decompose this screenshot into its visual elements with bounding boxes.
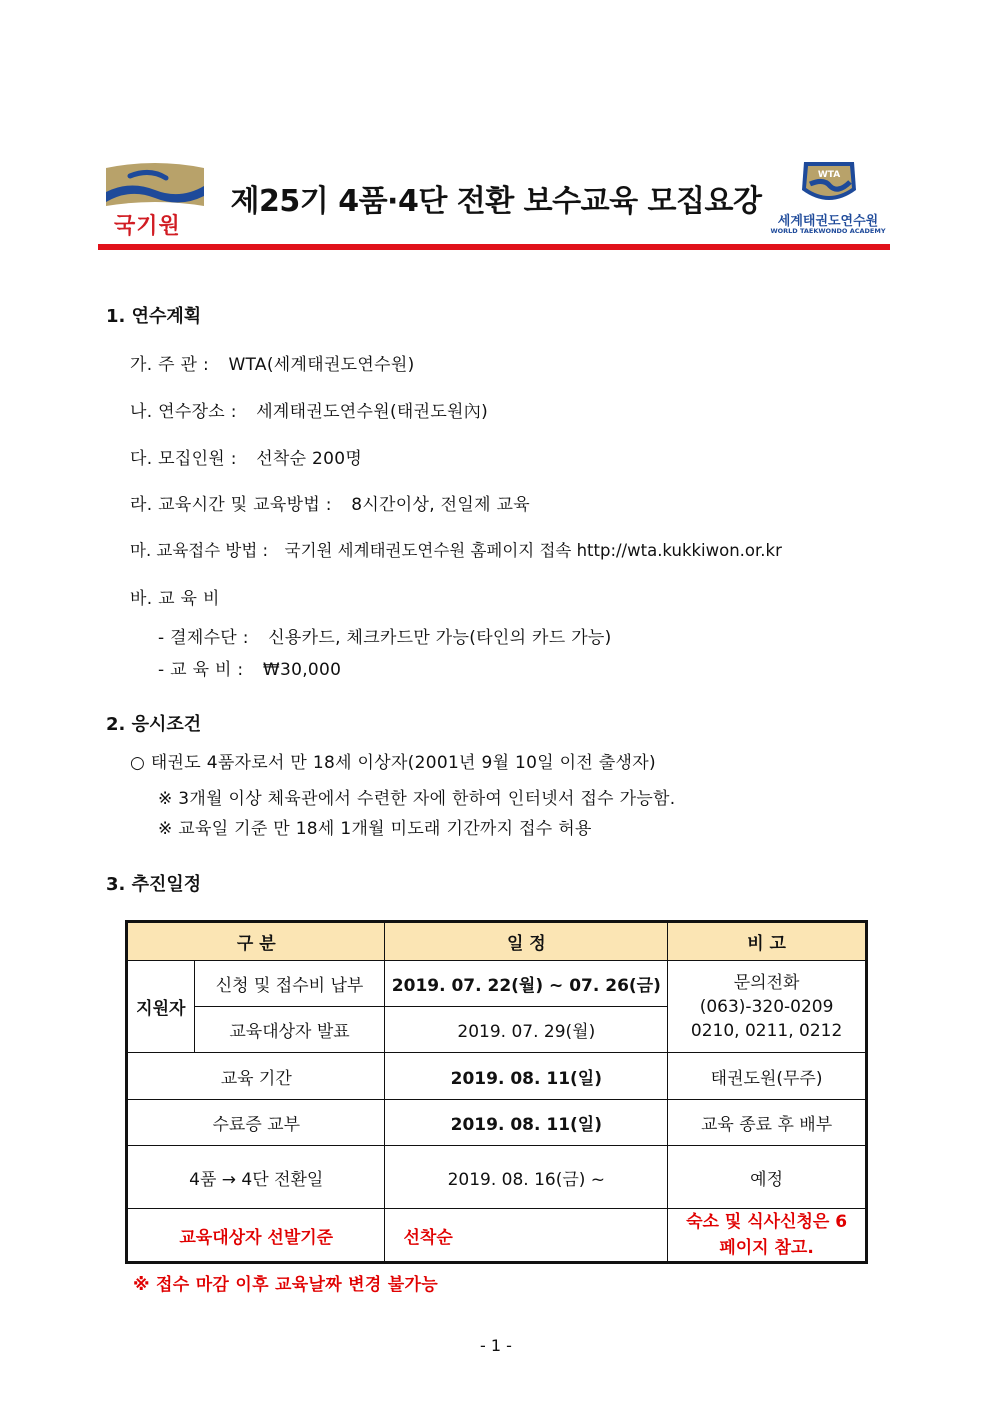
table-row — [127, 961, 867, 1007]
plan-item-label: 나. 연수장소 : — [130, 402, 237, 422]
sub-item-value: 신용카드, 체크카드만 가능(타인의 카드 가능) — [268, 628, 612, 648]
wta-shield-icon — [764, 160, 894, 210]
sub-item-label: - 결제수단 : — [158, 628, 249, 648]
plan-item-registration — [130, 537, 782, 561]
sub-item-value: ₩30,000 — [262, 660, 342, 680]
contact-phone: (063)-320-0209 — [699, 996, 834, 1017]
row-note: 예정 — [668, 1146, 867, 1209]
plan-item-label: 다. 모집인원 : — [130, 449, 237, 469]
contact-ext: 0210, 0211, 0212 — [690, 1020, 843, 1041]
section3-heading: 3. 추진일정 — [106, 874, 202, 895]
row-date: 2019. 08. 11(일) — [385, 1053, 668, 1100]
plan-item-value: 국기원 세계태권도연수원 홈페이지 접속 http://wta.kukkiwon.or.kr — [284, 541, 782, 560]
table-row — [127, 1100, 867, 1146]
row-date: 2019. 08. 16(금) ~ — [385, 1146, 668, 1209]
row-label: 수료증 교부 — [127, 1100, 385, 1146]
contact-title: 문의전화 — [733, 972, 800, 993]
header-category: 구 분 — [127, 922, 385, 961]
schedule-warning: ※ 접수 마감 이후 교육날짜 변경 불가능 — [133, 1275, 438, 1295]
plan-item-capacity — [130, 444, 362, 469]
plan-item-venue — [130, 397, 488, 422]
plan-item-label: 라. 교육시간 및 교육방법 : — [130, 495, 332, 515]
plan-item-host — [130, 350, 415, 375]
row-note: 태권도원(무주) — [668, 1053, 867, 1100]
page-title: 제25기 4품·4단 전환 보수교육 모집요강 — [230, 184, 762, 219]
schedule-table — [125, 920, 868, 1264]
sub-item-label: - 교 육 비 : — [158, 660, 244, 680]
row-label: 교육대상자 발표 — [194, 1007, 385, 1053]
section1-heading: 1. 연수계획 — [106, 306, 202, 327]
fee-amount — [158, 655, 341, 680]
row-label: 4품 → 4단 전환일 — [127, 1146, 385, 1209]
kukkiwon-logo-text: 국기원 — [114, 214, 181, 239]
row-date: 2019. 07. 22(월) ~ 07. 26(금) — [385, 961, 668, 1007]
header-schedule: 일 정 — [385, 922, 668, 961]
plan-item-fee — [130, 584, 220, 609]
table-row — [127, 1053, 867, 1100]
contact-note — [668, 961, 867, 1053]
eligibility-note: ※ 교육일 기준 만 18세 1개월 미도래 기간까지 접수 허용 — [158, 819, 592, 839]
row-label: 교육 기간 — [127, 1053, 385, 1100]
plan-item-label: 바. 교 육 비 — [130, 589, 220, 609]
plan-item-label: 마. 교육접수 방법 : — [130, 541, 269, 560]
table-header-row — [127, 922, 867, 961]
table-row — [127, 1146, 867, 1209]
plan-item-value: 선착순 200명 — [256, 449, 363, 469]
plan-item-value: WTA(세계태권도연수원) — [228, 355, 415, 375]
row-date: 2019. 07. 29(월) — [385, 1007, 668, 1053]
plan-item-method — [130, 490, 530, 515]
wta-logo-en: WORLD TAEKWONDO ACADEMY — [770, 227, 886, 235]
header-note: 비 고 — [668, 922, 867, 961]
row-label: 신청 및 접수비 납부 — [194, 961, 385, 1007]
eligibility-main: ○ 태권도 4품자로서 만 18세 이상자(2001년 9월 10일 이전 출생자) — [130, 753, 656, 773]
header-divider — [98, 244, 890, 250]
eligibility-note: ※ 3개월 이상 체육관에서 수련한 자에 한하여 인터넷서 접수 가능함. — [158, 789, 676, 809]
row-note: 숙소 및 식사신청은 6 페이지 참고. — [668, 1209, 867, 1263]
row-date: 2019. 08. 11(일) — [385, 1100, 668, 1146]
applicant-group-label: 지원자 — [127, 961, 195, 1053]
page-number: - 1 - — [480, 1336, 512, 1355]
fee-payment-method — [158, 623, 612, 648]
row-date: 선착순 — [385, 1209, 668, 1263]
row-note: 교육 종료 후 배부 — [668, 1100, 867, 1146]
wta-logo — [764, 160, 894, 240]
plan-item-label: 가. 주 관 : — [130, 355, 210, 375]
wta-badge-text: WTA — [817, 170, 841, 180]
section2-heading: 2. 응시조건 — [106, 714, 202, 735]
plan-item-value: 세계태권도연수원(태권도원內) — [256, 402, 489, 422]
plan-item-value: 8시간이상, 전일제 교육 — [351, 495, 530, 515]
table-row — [127, 1209, 867, 1263]
row-label: 교육대상자 선발기준 — [127, 1209, 385, 1263]
wta-logo-ko: 세계태권도연수원 — [777, 214, 879, 229]
